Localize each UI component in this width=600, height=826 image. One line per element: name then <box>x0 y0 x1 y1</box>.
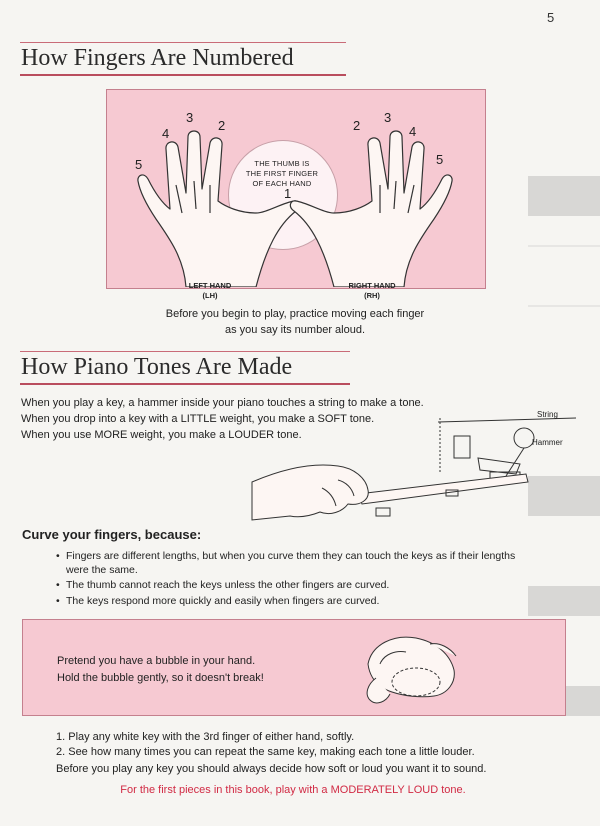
title-rule-bottom <box>20 74 346 76</box>
lh-finger-4: 4 <box>162 126 170 141</box>
bubble-line-2: Hold the bubble gently, so it doesn't break! <box>57 672 264 684</box>
lh-finger-5: 5 <box>135 157 143 172</box>
lh-finger-3: 3 <box>186 110 194 125</box>
left-hand-label-line: LEFT HAND <box>188 281 232 290</box>
caption-line: as you say its number aloud. <box>224 324 366 336</box>
bullet-text: The keys respond more quickly and easily when fingers are curved. <box>66 595 380 607</box>
title-rule-top <box>20 42 346 43</box>
lh-finger-2: 2 <box>218 118 226 133</box>
thumb-note-line: THE THUMB IS <box>254 159 310 168</box>
left-hand-label <box>175 281 245 301</box>
step-1: 1. Play any white key with the 3rd finger of either hand, softly. <box>56 731 355 743</box>
bullet-dot: • <box>56 595 60 607</box>
section-title-fingers: How Fingers Are Numbered <box>21 45 294 71</box>
bullet-dot: • <box>56 579 60 591</box>
title-rule-bottom <box>20 383 350 385</box>
bubble-line-1: Pretend you have a bubble in your hand. <box>57 655 256 667</box>
bullet-item <box>56 549 536 577</box>
hammer-label: Hammer <box>532 438 563 447</box>
thumb-note <box>243 159 321 189</box>
rh-finger-3: 3 <box>384 110 392 125</box>
title-rule-top <box>20 351 350 352</box>
right-hand-label-line: RIGHT HAND <box>348 281 396 290</box>
rh-finger-4: 4 <box>409 124 417 139</box>
curved-hand-illustration <box>350 624 466 710</box>
fingers-caption <box>118 306 472 338</box>
closing-line: Before you play any key you should always decide how soft or loud you want it to sound. <box>56 763 487 775</box>
bullet-item <box>56 578 536 592</box>
curve-heading: Curve your fingers, because: <box>22 527 202 542</box>
piano-action-illustration <box>250 412 580 524</box>
footer-note: For the first pieces in this book, play with a MODERATELY LOUD tone. <box>120 784 466 796</box>
left-hand-label-line: (LH) <box>202 291 218 300</box>
tones-line-3: When you use MORE weight, you make a LOUDER tone. <box>21 429 302 441</box>
tones-line-1: When you play a key, a hammer inside your piano touches a string to make a tone. <box>21 397 424 409</box>
bubble-panel <box>22 619 566 716</box>
page-number: 5 <box>547 10 555 25</box>
thumb-note-line: THE FIRST FINGER <box>245 169 319 178</box>
string-label: String <box>537 410 558 419</box>
bullet-text: Fingers are different lengths, but when you curve them they can touch the keys as if their lengths were the same. <box>66 550 516 576</box>
thumb-note-line: OF EACH HAND <box>252 179 312 188</box>
step-2: 2. See how many times you can repeat the same key, making each tone a little louder. <box>56 746 475 758</box>
right-hand-label <box>337 281 407 301</box>
bullet-dot: • <box>56 550 60 562</box>
section-title-tones: How Piano Tones Are Made <box>21 354 293 380</box>
caption-line: Before you begin to play, practice moving each finger <box>165 308 425 320</box>
bullet-item <box>56 594 536 608</box>
tones-line-2: When you drop into a key with a LITTLE weight, you make a SOFT tone. <box>21 413 375 425</box>
rh-finger-2: 2 <box>353 118 361 133</box>
bullet-text: The thumb cannot reach the keys unless the other fingers are curved. <box>66 579 390 591</box>
thumb-number: 1 <box>284 186 292 201</box>
rh-finger-5: 5 <box>436 152 444 167</box>
right-hand-label-line: (RH) <box>364 291 380 300</box>
